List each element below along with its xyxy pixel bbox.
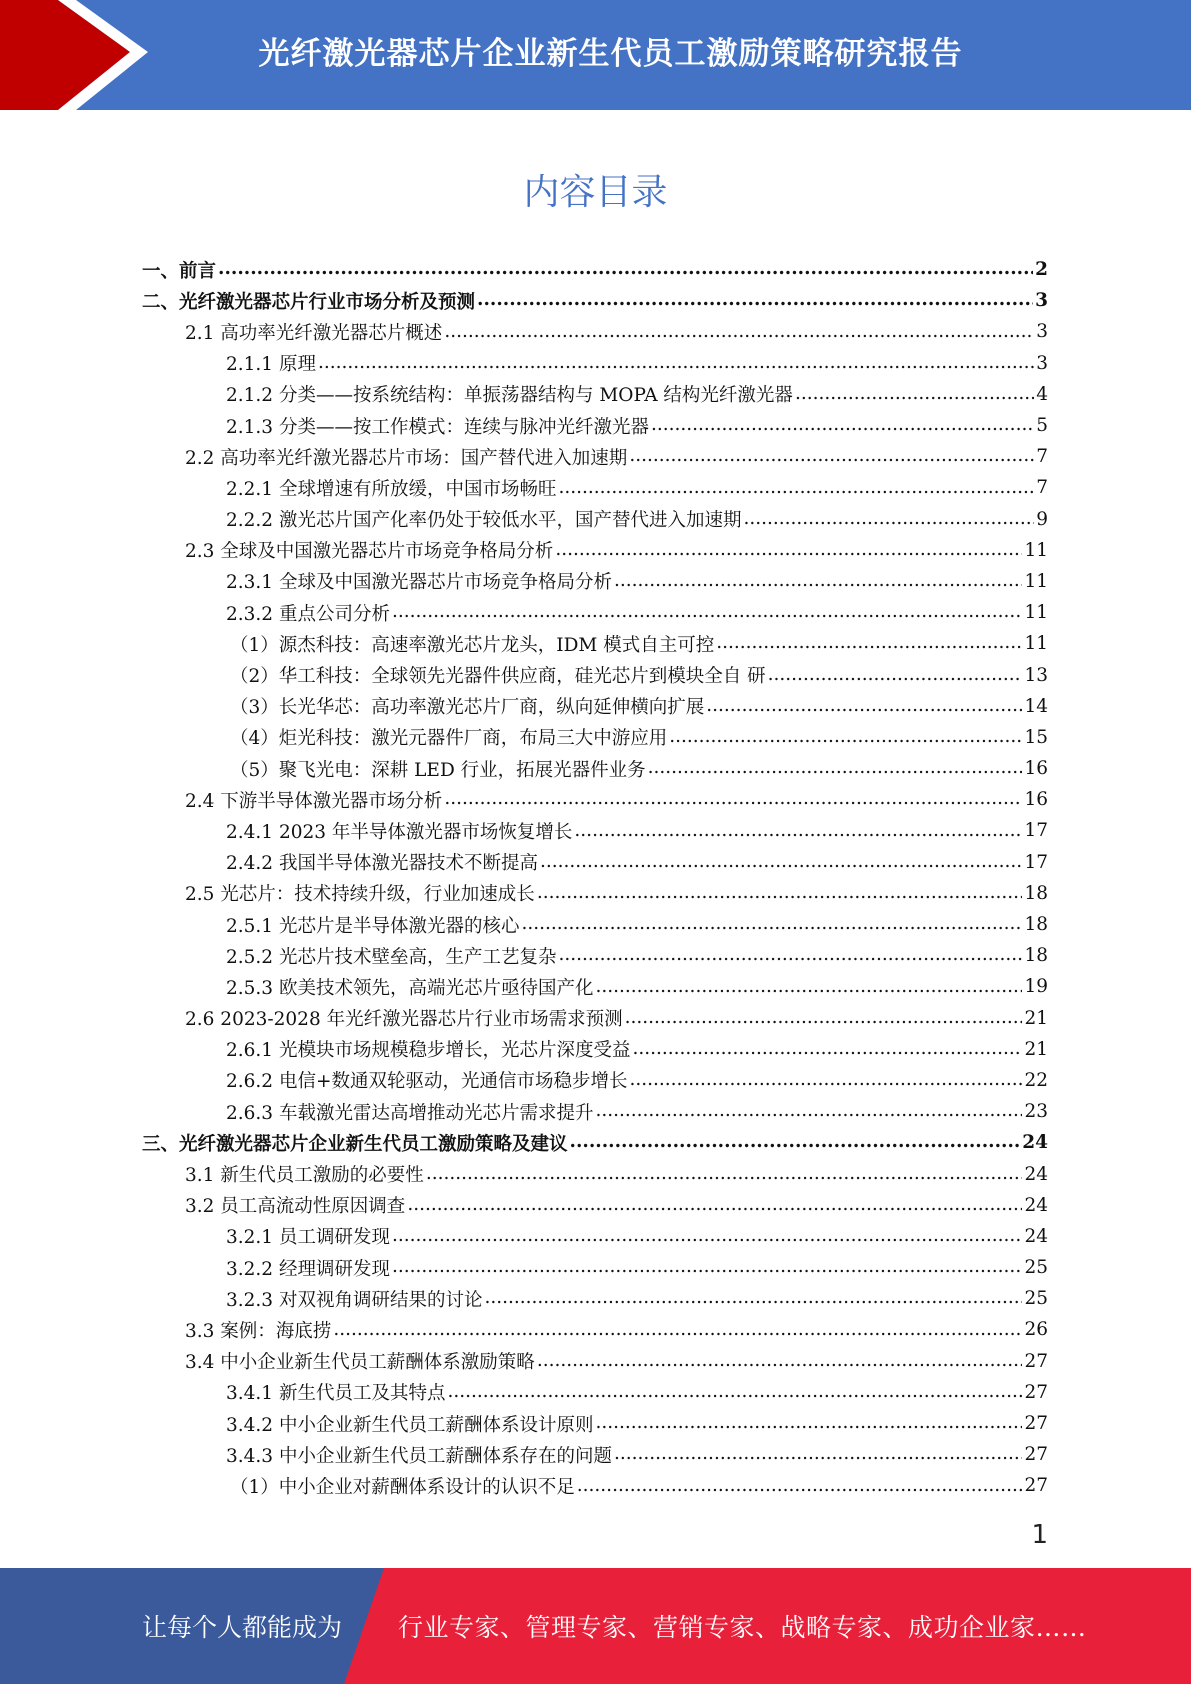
- toc-entry-page: 27: [1024, 1413, 1048, 1435]
- toc-dot-leader: [706, 695, 1022, 717]
- toc-entry-text: 2.5.2 光芯片技术壁垒高，生产工艺复杂: [226, 946, 557, 968]
- toc-entry-page: 3: [1035, 290, 1048, 312]
- toc-dot-leader: [574, 820, 1022, 842]
- toc-dot-leader: [540, 851, 1022, 873]
- toc-dot-leader: [625, 1007, 1023, 1029]
- toc-entry-text: 2.5 光芯片：技术持续升级，行业加速成长: [185, 884, 535, 906]
- toc-entry-text: 2.6.3 车载激光雷达高增推动光芯片需求提升: [226, 1102, 594, 1124]
- toc-dot-leader: [595, 976, 1022, 998]
- toc-title: 内容目录: [523, 172, 668, 213]
- toc-entry-text: 三、光纤激光器芯片企业新生代员工激励策略及建议: [142, 1133, 568, 1155]
- toc-entry[interactable]: [142, 691, 1048, 722]
- toc-entry-page: 21: [1024, 1038, 1048, 1060]
- toc-dot-leader: [318, 352, 1034, 374]
- toc-entry[interactable]: [142, 566, 1048, 597]
- toc-dot-leader: [537, 1350, 1023, 1372]
- toc-entry[interactable]: [142, 1283, 1048, 1314]
- toc-entry-page: 24: [1024, 1163, 1048, 1185]
- toc-dot-leader: [669, 726, 1022, 748]
- toc-entry-text: 2.1 高功率光纤激光器芯片概述: [185, 322, 443, 344]
- toc-dot-leader: [407, 1194, 1022, 1216]
- toc-entry[interactable]: [142, 348, 1048, 379]
- toc-entry[interactable]: [142, 504, 1048, 535]
- toc-entry-text: 二、光纤激光器芯片行业市场分析及预测: [142, 291, 476, 313]
- toc-entry[interactable]: [142, 1439, 1048, 1470]
- toc-entry-page: 27: [1024, 1444, 1048, 1466]
- toc-entry-page: 24: [1024, 1225, 1048, 1247]
- toc-entry-page: 13: [1024, 664, 1048, 686]
- toc-dot-leader: [558, 477, 1034, 499]
- toc-entry-page: 18: [1024, 945, 1048, 967]
- toc-entry[interactable]: [142, 379, 1048, 410]
- header-arrow-decoration: [0, 0, 160, 110]
- toc-entry-page: 7: [1036, 477, 1048, 499]
- toc-dot-leader: [333, 1319, 1022, 1341]
- toc-entry[interactable]: [142, 1221, 1048, 1252]
- toc-entry[interactable]: [142, 316, 1048, 347]
- toc-entry[interactable]: [142, 1408, 1048, 1439]
- toc-entry[interactable]: [142, 1190, 1048, 1221]
- toc-entry-text: 2.6 2023-2028 年光纤激光器芯片行业市场需求预测: [185, 1009, 623, 1031]
- toc-entry-text: （3）长光华芯：高功率激光芯片厂商，纵向延伸横向扩展: [230, 697, 705, 719]
- toc-entry-page: 21: [1024, 1007, 1048, 1029]
- toc-dot-leader: [444, 788, 1022, 810]
- toc-entry-text: 2.6.1 光模块市场规模稳步增长，光芯片深度受益: [226, 1040, 631, 1062]
- toc-entry[interactable]: [142, 1314, 1048, 1345]
- toc-dot-leader: [392, 1256, 1022, 1278]
- toc-dot-leader: [595, 1100, 1022, 1122]
- toc-entry-page: 11: [1024, 539, 1048, 561]
- toc-entry[interactable]: [142, 285, 1048, 316]
- toc-entry-page: 11: [1024, 570, 1048, 592]
- toc-dot-leader: [521, 913, 1022, 935]
- toc-entry[interactable]: [142, 1003, 1048, 1034]
- toc-entry-text: 2.5.3 欧美技术领先，高端光芯片亟待国产化: [226, 977, 594, 999]
- toc-entry-text: 3.4 中小企业新生代员工薪酬体系激励策略: [185, 1352, 535, 1374]
- toc-entry-text: （2）华工科技：全球领先光器件供应商，硅光芯片到模块全自 研: [230, 666, 766, 688]
- toc-entry-page: 25: [1024, 1257, 1048, 1279]
- toc-entry-page: 17: [1024, 820, 1048, 842]
- toc-entry-text: （1）源杰科技：高速率激光芯片龙头，IDM 模式自主可控: [230, 634, 715, 656]
- toc-dot-leader: [768, 664, 1023, 686]
- toc-entry[interactable]: [142, 909, 1048, 940]
- toc-dot-leader: [570, 1131, 1021, 1153]
- toc-entry[interactable]: [142, 1470, 1048, 1501]
- toc-entry-page: 4: [1036, 383, 1048, 405]
- toc-entry[interactable]: [142, 597, 1048, 628]
- toc-entry-page: 11: [1024, 633, 1048, 655]
- toc-entry[interactable]: [142, 971, 1048, 1002]
- toc-entry[interactable]: [142, 722, 1048, 753]
- toc-dot-leader: [558, 944, 1022, 966]
- toc-entry-page: 25: [1024, 1288, 1048, 1310]
- toc-entry-text: 2.4.1 2023 年半导体激光器市场恢复增长: [226, 821, 573, 843]
- toc-entry[interactable]: [142, 1252, 1048, 1283]
- toc-entry-page: 16: [1024, 789, 1048, 811]
- footer-slogan-left: 让每个人都能成为: [142, 1613, 343, 1642]
- toc-dot-leader: [795, 383, 1034, 405]
- toc-entry[interactable]: [142, 878, 1048, 909]
- toc-entry-page: 26: [1024, 1319, 1048, 1341]
- toc-entry-page: 17: [1024, 851, 1048, 873]
- toc-entry-text: （4）炬光科技：激光元器件厂商，布局三大中游应用: [230, 728, 668, 750]
- toc-dot-leader: [484, 1287, 1022, 1309]
- toc-dot-leader: [555, 539, 1022, 561]
- toc-entry-text: 一、前言: [142, 260, 217, 282]
- toc-entry-text: 2.4 下游半导体激光器市场分析: [185, 790, 443, 812]
- toc-dot-leader: [651, 414, 1034, 436]
- table-of-contents: [142, 254, 1048, 1502]
- toc-entry[interactable]: [142, 472, 1048, 503]
- toc-entry-page: 22: [1024, 1069, 1048, 1091]
- footer-banner: [0, 1568, 1191, 1684]
- toc-dot-leader: [629, 445, 1034, 467]
- toc-entry-text: 2.1.2 分类——按系统结构：单振荡器结构与 MOPA 结构光纤激光器: [226, 385, 793, 407]
- toc-entry-page: 18: [1024, 914, 1048, 936]
- toc-entry-text: 3.2.3 对双视角调研结果的讨论: [226, 1289, 483, 1311]
- toc-dot-leader: [716, 632, 1022, 654]
- toc-entry-page: 27: [1024, 1475, 1048, 1497]
- toc-entry-text: 3.3 案例：海底捞: [185, 1320, 332, 1342]
- toc-entry-page: 14: [1024, 695, 1048, 717]
- toc-entry-text: 3.4.2 中小企业新生代员工薪酬体系设计原则: [226, 1414, 594, 1436]
- toc-entry-text: 2.3.2 重点公司分析: [226, 603, 390, 625]
- report-title: 光纤激光器芯片企业新生代员工激励策略研究报告: [258, 35, 963, 72]
- toc-entry[interactable]: [142, 784, 1048, 815]
- toc-dot-leader: [426, 1163, 1023, 1185]
- toc-dot-leader: [629, 1069, 1022, 1091]
- toc-entry[interactable]: [142, 535, 1048, 566]
- toc-entry-page: 27: [1024, 1381, 1048, 1403]
- toc-entry-page: 5: [1036, 415, 1048, 437]
- toc-entry[interactable]: [142, 1065, 1048, 1096]
- toc-entry-page: 16: [1024, 758, 1048, 780]
- toc-dot-leader: [537, 882, 1023, 904]
- toc-entry-page: 27: [1024, 1350, 1048, 1372]
- toc-dot-leader: [648, 757, 1023, 779]
- toc-dot-leader: [218, 258, 1033, 280]
- page-number: 1: [1031, 1520, 1048, 1550]
- toc-entry[interactable]: [142, 1127, 1048, 1158]
- toc-entry-text: 2.2.1 全球增速有所放缓，中国市场畅旺: [226, 478, 557, 500]
- toc-entry-page: 18: [1024, 882, 1048, 904]
- toc-entry-text: 2.1.3 分类——按工作模式：连续与脉冲光纤激光器: [226, 416, 649, 438]
- toc-dot-leader: [595, 1412, 1022, 1434]
- toc-dot-leader: [447, 1381, 1022, 1403]
- toc-entry-text: 3.4.3 中小企业新生代员工薪酬体系存在的问题: [226, 1445, 612, 1467]
- toc-entry[interactable]: [142, 1346, 1048, 1377]
- toc-entry-page: 15: [1024, 726, 1048, 748]
- toc-entry[interactable]: [142, 1377, 1048, 1408]
- toc-entry[interactable]: [142, 753, 1048, 784]
- toc-entry-page: 3: [1036, 352, 1048, 374]
- toc-dot-leader: [477, 289, 1033, 311]
- toc-entry-page: 23: [1024, 1101, 1048, 1123]
- toc-entry-page: 7: [1036, 446, 1048, 468]
- toc-entry[interactable]: [142, 847, 1048, 878]
- header-bar: [0, 0, 1191, 110]
- toc-dot-leader: [632, 1038, 1022, 1060]
- toc-entry[interactable]: [142, 659, 1048, 690]
- toc-dot-leader: [392, 1225, 1022, 1247]
- toc-dot-leader: [743, 508, 1034, 530]
- toc-entry[interactable]: [142, 940, 1048, 971]
- toc-entry[interactable]: [142, 815, 1048, 846]
- toc-entry[interactable]: [142, 441, 1048, 472]
- toc-entry-text: 2.1.1 原理: [226, 354, 316, 376]
- toc-entry-text: 3.2 员工高流动性原因调查: [185, 1196, 406, 1218]
- toc-dot-leader: [614, 1443, 1022, 1465]
- toc-entry-page: 24: [1024, 1194, 1048, 1216]
- toc-dot-leader: [444, 321, 1034, 343]
- toc-entry-text: 2.3 全球及中国激光器芯片市场竞争格局分析: [185, 541, 554, 563]
- toc-entry-text: 3.4.1 新生代员工及其特点: [226, 1383, 446, 1405]
- toc-entry[interactable]: [142, 1034, 1048, 1065]
- toc-entry-page: 3: [1036, 321, 1048, 343]
- toc-entry-text: 2.2.2 激光芯片国产化率仍处于较低水平，国产替代进入加速期: [226, 510, 742, 532]
- toc-entry-page: 24: [1022, 1132, 1048, 1154]
- toc-entry-text: 3.2.2 经理调研发现: [226, 1258, 390, 1280]
- toc-entry-text: 2.3.1 全球及中国激光器芯片市场竞争格局分析: [226, 572, 612, 594]
- toc-entry-text: （1）中小企业对薪酬体系设计的认识不足: [230, 1476, 575, 1498]
- toc-entry[interactable]: [142, 628, 1048, 659]
- toc-entry-page: 11: [1024, 602, 1048, 624]
- toc-entry-text: （5）聚飞光电：深耕 LED 行业，拓展光器件业务: [230, 759, 646, 781]
- toc-entry-page: 19: [1024, 976, 1048, 998]
- toc-dot-leader: [614, 570, 1022, 592]
- toc-entry-text: 3.1 新生代员工激励的必要性: [185, 1165, 424, 1187]
- toc-entry[interactable]: [142, 410, 1048, 441]
- toc-entry-text: 3.2.1 员工调研发现: [226, 1227, 390, 1249]
- toc-entry-text: 2.5.1 光芯片是半导体激光器的核心: [226, 915, 520, 937]
- footer-slogan-right: 行业专家、管理专家、营销专家、战略专家、成功企业家……: [398, 1613, 1087, 1642]
- toc-entry-text: 2.6.2 电信+数通双轮驱动，光通信市场稳步增长: [226, 1071, 628, 1093]
- toc-dot-leader: [392, 601, 1022, 623]
- toc-entry[interactable]: [142, 1158, 1048, 1189]
- toc-entry-text: 2.4.2 我国半导体激光器技术不断提高: [226, 853, 538, 875]
- toc-dot-leader: [577, 1475, 1023, 1497]
- toc-entry-text: 2.2 高功率光纤激光器芯片市场：国产替代进入加速期: [185, 447, 628, 469]
- toc-entry-page: 2: [1035, 259, 1048, 281]
- toc-entry-page: 9: [1036, 508, 1048, 530]
- toc-entry[interactable]: [142, 254, 1048, 285]
- toc-entry[interactable]: [142, 1096, 1048, 1127]
